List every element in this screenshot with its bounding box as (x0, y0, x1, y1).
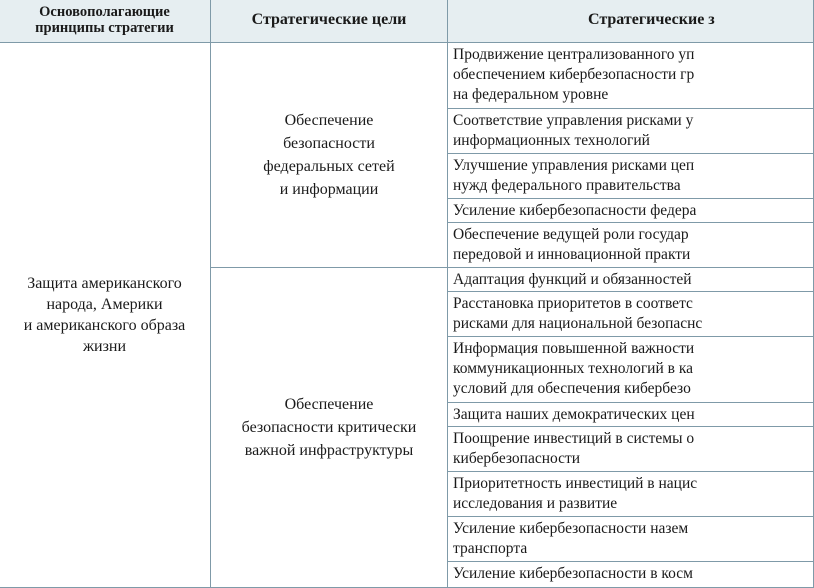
header-principles: Основополагающие принципы стратегии (0, 0, 211, 43)
header-tasks: Стратегические з (448, 0, 814, 43)
task-cell: Продвижение централизованного уп обеспечением кибербезопасности гр на федеральном уровне (448, 43, 814, 109)
principle-cell: Защита американского народа, Америки и американского образа жизни (0, 43, 211, 588)
task-cell: Усиление кибербезопасности в косм (448, 562, 814, 588)
task-cell: Приоритетность инвестиций в нацис исследования и развитие (448, 472, 814, 517)
task-cell: Обеспечение ведущей роли государ передовой и инновационной практи (448, 223, 814, 268)
table-row (0, 43, 814, 109)
task-cell: Усиление кибербезопасности назем транспорта (448, 517, 814, 562)
goal-cell-federal-networks: Обеспечение безопасности федеральных сетей и информации (211, 43, 448, 268)
header-goals: Стратегические цели (211, 0, 448, 43)
task-cell: Соответствие управления рисками у информационных технологий (448, 109, 814, 154)
task-cell: Информация повышенной важности коммуникационных технологий в ка условий для обеспечения кибербезо (448, 337, 814, 403)
table-header-row (0, 0, 814, 43)
task-cell: Поощрение инвестиций в системы о кибербезопасности (448, 427, 814, 472)
task-cell: Усиление кибербезопасности федера (448, 199, 814, 223)
task-cell: Улучшение управления рисками цеп нужд федерального правительства (448, 154, 814, 199)
task-cell: Адаптация функций и обязанностей (448, 268, 814, 292)
task-cell: Защита наших демократических цен (448, 403, 814, 427)
task-cell: Расстановка приоритетов в соответс рисками для национальной безопаснс (448, 292, 814, 337)
goal-cell-critical-infrastructure: Обеспечение безопасности критически важной инфраструктуры (211, 268, 448, 588)
